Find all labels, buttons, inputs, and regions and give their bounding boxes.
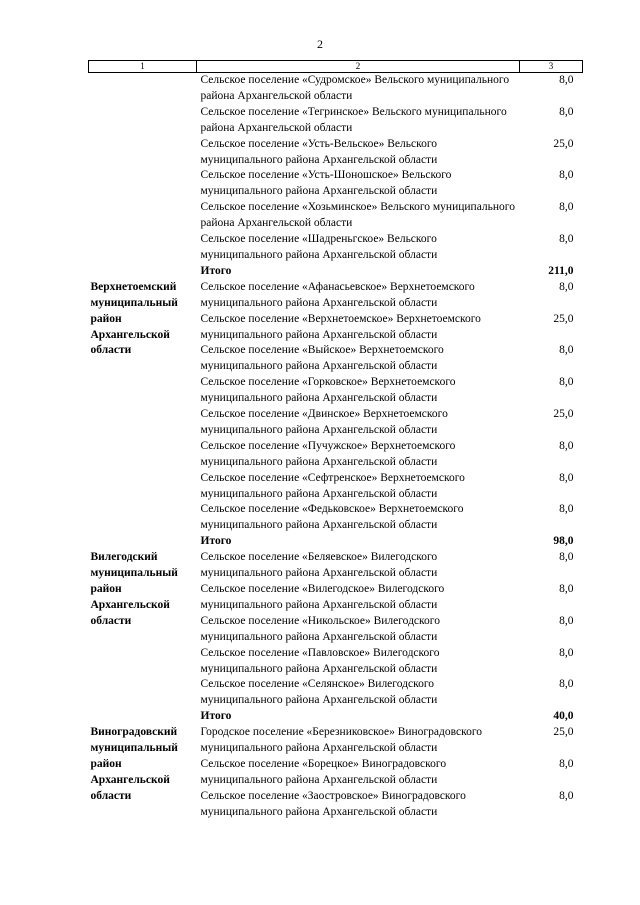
page-number: 2 [317, 37, 323, 51]
settlement-name: Сельское поселение «Федьковское» Верхнетоемского муниципального района Архангельской области [200, 503, 464, 532]
settlement-name: Сельское поселение «Горковское» Верхнетоемского муниципального района Архангельской области [200, 376, 456, 405]
settlement-name: Сельское поселение «Верхнетоемское» Верхнетоемского муниципального района Архангельской области [200, 312, 481, 341]
settlement-name: Сельское поселение «Хозьминское» Вельского муниципального района Архангельской области [200, 201, 515, 230]
settlement-name: Сельское поселение «Тегринское» Вельского муниципального района Архангельской области [200, 105, 507, 134]
settlement-value: 8,0 [559, 503, 574, 516]
settlement-name: Сельское поселение «Судромское» Вельского муниципального района Архангельской области [200, 74, 510, 102]
table-row [89, 725, 583, 757]
total-value: 98,0 [553, 535, 574, 548]
settlement-value: 8,0 [559, 583, 574, 595]
settlement-name: Сельское поселение «Беляевское» Вилегодского муниципального района Архангельской области [200, 551, 438, 580]
settlement-value: 8,0 [559, 439, 574, 452]
total-label: Итого [200, 535, 232, 548]
allocation-table [88, 60, 583, 821]
settlement-value: 25,0 [553, 408, 574, 421]
settlement-value: 25,0 [553, 137, 574, 150]
table-body [89, 73, 583, 821]
settlement-name: Сельское поселение «Афанасьевское» Верхнетоемского муниципального района Архангельской области [200, 280, 475, 309]
settlement-value: 25,0 [553, 312, 574, 325]
settlement-name: Сельское поселение «Борецкое» Виноградовского муниципального района Архангельской области [200, 757, 447, 786]
column-header-2: 2 [197, 61, 520, 73]
settlement-name: Сельское поселение «Вилегодское» Вилегодского муниципального района Архангельской области [200, 583, 445, 611]
region-name: Виноградовский муниципальный район Архангельской области [90, 726, 178, 802]
header-row [89, 61, 583, 73]
settlement-value: 8,0 [559, 646, 574, 659]
total-label: Итого [200, 710, 232, 723]
settlement-value: 8,0 [559, 280, 574, 293]
settlement-value: 8,0 [559, 614, 574, 627]
settlement-value: 8,0 [559, 201, 574, 214]
region-name [89, 73, 197, 280]
settlement-name: Сельское поселение «Сефтренское» Верхнетоемского муниципального района Архангельской области [200, 471, 465, 500]
settlement-value: 8,0 [559, 344, 574, 357]
table-header [89, 61, 583, 73]
settlement-value: 8,0 [559, 105, 574, 118]
settlement-name: Сельское поселение «Пучужское» Верхнетоемского муниципального района Архангельской области [200, 439, 456, 468]
column-header-1: 1 [89, 61, 197, 73]
settlement-name: Сельское поселение «Селянское» Вилегодского муниципального района Архангельской области [200, 678, 438, 707]
settlement-value: 8,0 [559, 74, 574, 86]
table-row [89, 550, 583, 582]
settlement-value: 25,0 [553, 726, 574, 739]
settlement-name: Сельское поселение «Усть-Шоношское» Вельского муниципального района Архангельской области [200, 169, 452, 198]
settlement-name: Городское поселение «Березниковское» Виноградовского муниципального района Архангельской области [200, 726, 483, 755]
total-label: Итого [200, 264, 232, 277]
settlement-value: 8,0 [559, 551, 574, 564]
settlement-value: 8,0 [559, 678, 574, 691]
settlement-name: Сельское поселение «Павловское» Вилегодского муниципального района Архангельской области [200, 646, 440, 675]
settlement-value: 8,0 [559, 169, 574, 182]
total-value: 40,0 [553, 710, 574, 723]
table-row [89, 280, 583, 312]
settlement-name: Сельское поселение «Шадреньгское» Вельского муниципального района Архангельской области [200, 233, 438, 261]
settlement-value: 8,0 [559, 233, 574, 246]
settlement-name: Сельское поселение «Усть-Вельское» Вельского муниципального района Архангельской области [200, 137, 438, 166]
total-value: 211,0 [548, 264, 574, 277]
region-name: Вилегодский муниципальный район Архангельской области [90, 551, 178, 627]
settlement-name: Сельское поселение «Никольское» Вилегодского муниципального района Архангельской области [200, 614, 440, 643]
settlement-value: 8,0 [559, 757, 574, 770]
column-header-3: 3 [520, 61, 583, 73]
settlement-name: Сельское поселение «Заостровское» Виноградовского муниципального района Архангельской области [200, 789, 466, 818]
settlement-value: 8,0 [559, 789, 574, 802]
region-name: Верхнетоемский муниципальный район Архангельской области [90, 280, 178, 357]
settlement-value: 8,0 [559, 471, 574, 484]
settlement-value: 8,0 [559, 376, 574, 389]
settlement-name: Сельское поселение «Выйское» Верхнетоемского муниципального района Архангельской области [200, 344, 444, 373]
table-row [89, 73, 583, 105]
settlement-name: Сельское поселение «Двинское» Верхнетоемского муниципального района Архангельской области [200, 408, 448, 436]
